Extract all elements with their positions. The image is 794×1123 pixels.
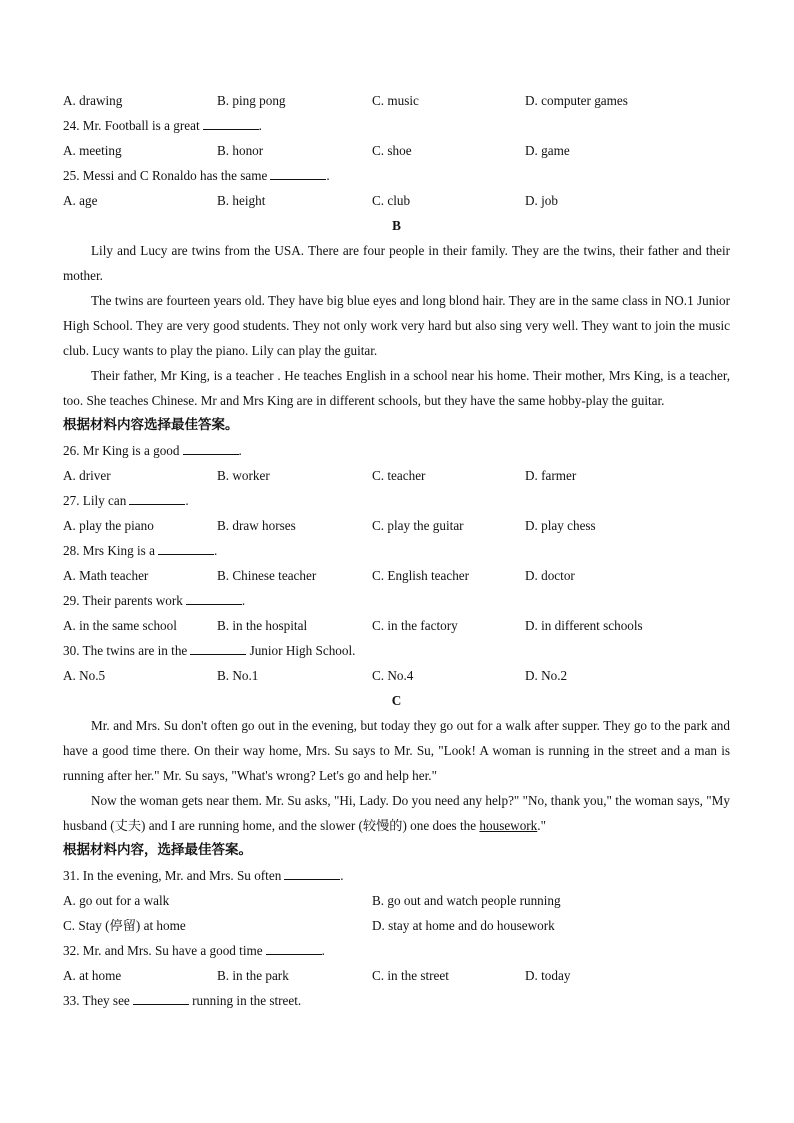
question-stem: 32. Mr. and Mrs. Su have a good time	[63, 943, 263, 958]
answer-blank	[186, 592, 242, 605]
option-b: B. in the park	[217, 968, 289, 983]
question-stem: 30. The twins are in the	[63, 643, 188, 658]
option-b: B. honor	[217, 143, 264, 158]
option-d: D. game	[525, 143, 570, 158]
paragraph-end: ."	[537, 818, 546, 833]
option-d: D. computer games	[525, 93, 628, 108]
question-end: .	[321, 943, 325, 958]
question-26	[63, 438, 730, 463]
question-31	[63, 863, 730, 888]
option-c: C. in the factory	[372, 618, 458, 633]
question-end: .	[258, 118, 262, 133]
question-stem: 26. Mr King is a good	[63, 443, 180, 458]
q30-options	[63, 663, 730, 688]
q31-options-row-2	[63, 913, 730, 938]
question-stem: 33. They see	[63, 993, 130, 1008]
answer-blank	[190, 642, 246, 655]
page-content	[63, 88, 730, 1013]
option-d: D. today	[525, 968, 571, 983]
option-b: B. No.1	[217, 668, 259, 683]
question-end: .	[340, 868, 344, 883]
answer-blank	[284, 867, 340, 880]
option-c: C. play the guitar	[372, 518, 464, 533]
option-a: A. go out for a walk	[63, 893, 170, 908]
option-b: B. worker	[217, 468, 270, 483]
option-b: B. ping pong	[217, 93, 286, 108]
q25-options	[63, 188, 730, 213]
answer-blank	[129, 492, 185, 505]
answer-blank	[183, 442, 239, 455]
option-c: C. teacher	[372, 468, 426, 483]
option-c: C. music	[372, 93, 419, 108]
option-a: A. driver	[63, 468, 111, 483]
q24-options	[63, 138, 730, 163]
q32-options	[63, 963, 730, 988]
option-a: A. in the same school	[63, 618, 177, 633]
option-c: C. club	[372, 193, 411, 208]
question-end: .	[326, 168, 330, 183]
option-b: B. draw horses	[217, 518, 296, 533]
passage-c-paragraph-1: Mr. and Mrs. Su don't often go out in the evening, but today they go out for a walk after supper. They go to the park and have a good time there. On their way home, Mrs. Su says to Mr. Su, "Look! A woman is running in the street and a man is running after her." Mr. Su says, "What's wrong? Let's go and help her."	[63, 718, 730, 783]
section-b-instruction: 根据材料内容选择最佳答案。	[63, 417, 239, 433]
question-28	[63, 538, 730, 563]
option-d: D. No.2	[525, 668, 568, 683]
option-c: C. English teacher	[372, 568, 470, 583]
answer-blank	[266, 942, 322, 955]
question-29	[63, 588, 730, 613]
answer-blank	[158, 542, 214, 555]
question-stem: 24. Mr. Football is a great	[63, 118, 200, 133]
option-a: A. No.5	[63, 668, 106, 683]
q28-options	[63, 563, 730, 588]
option-a: A. at home	[63, 968, 122, 983]
question-end: .	[213, 543, 218, 558]
question-stem: 27. Lily can	[63, 493, 127, 508]
option-d: D. in different schools	[525, 618, 643, 633]
question-end: running in the street.	[192, 993, 302, 1008]
option-c: C. in the street	[372, 968, 449, 983]
option-d: D. job	[525, 193, 558, 208]
option-d: D. play chess	[525, 518, 596, 533]
option-c: C. shoe	[372, 143, 412, 158]
question-27	[63, 488, 730, 513]
q27-options	[63, 513, 730, 538]
option-a: A. meeting	[63, 143, 122, 158]
question-end: Junior High School.	[249, 643, 356, 658]
passage-b-paragraph-2: The twins are fourteen years old. They have big blue eyes and long blond hair. They are in the same class in NO.1 Junior High School. They are very good students. They not only work very hard but also sing very well. They want to join the music club. Lucy wants to play the piano. Lily can play the guitar.	[63, 293, 730, 358]
question-25	[63, 163, 730, 188]
option-d: D. doctor	[525, 568, 575, 583]
option-c: C. No.4	[372, 668, 414, 683]
question-end: .	[238, 443, 242, 458]
option-d: D. stay at home and do housework	[372, 918, 555, 933]
question-stem: 29. Their parents work	[63, 593, 183, 608]
question-30	[63, 638, 730, 663]
question-end: .	[185, 493, 189, 508]
question-32	[63, 938, 730, 963]
question-stem: 25. Messi and C Ronaldo has the same	[63, 168, 268, 183]
section-b-heading: B	[392, 218, 401, 233]
question-stem: 31. In the evening, Mr. and Mrs. Su often	[63, 868, 282, 883]
passage-b-paragraph-3: Their father, Mr King, is a teacher . He teaches English in a school near his home. Their mother, Mrs King, is a teacher, too. She teaches Chinese. Mr and Mrs King are in different schools, but they have the same hobby-play the guitar.	[63, 368, 730, 408]
option-b: B. go out and watch people running	[372, 893, 561, 908]
underlined-word: housework	[479, 818, 538, 833]
option-c: C. Stay (停留) at home	[63, 918, 186, 933]
answer-blank	[203, 117, 259, 130]
q29-options	[63, 613, 730, 638]
question-end: .	[241, 593, 246, 608]
question-stem: 28. Mrs King is a	[63, 543, 155, 558]
section-c-heading: C	[391, 693, 402, 708]
q26-options	[63, 463, 730, 488]
option-a: A. Math teacher	[63, 568, 149, 583]
section-c-instruction: 根据材料内容，选择最佳答案。	[63, 842, 252, 858]
option-b: B. Chinese teacher	[217, 568, 317, 583]
option-b: B. in the hospital	[217, 618, 308, 633]
q23-options	[63, 88, 730, 113]
option-b: B. height	[217, 193, 266, 208]
question-33	[63, 988, 730, 1013]
question-24	[63, 113, 730, 138]
option-d: D. farmer	[525, 468, 577, 483]
paragraph-text: Now the woman gets near them. Mr. Su asks, "Hi, Lady. Do you need any help?" "No, thank you," the woman says, "My husband (丈夫) and I are running home, and the slower (较慢的) one does the	[63, 793, 730, 833]
passage-b-paragraph-1: Lily and Lucy are twins from the USA. There are four people in their family. They are the twins, their father and their mother.	[63, 243, 730, 283]
option-a: A. play the piano	[63, 518, 154, 533]
option-a: A. age	[63, 193, 98, 208]
answer-blank	[270, 167, 326, 180]
answer-blank	[133, 992, 189, 1005]
passage-c-paragraph-2	[63, 788, 730, 838]
q31-options-row-1	[63, 888, 730, 913]
option-a: A. drawing	[63, 93, 123, 108]
